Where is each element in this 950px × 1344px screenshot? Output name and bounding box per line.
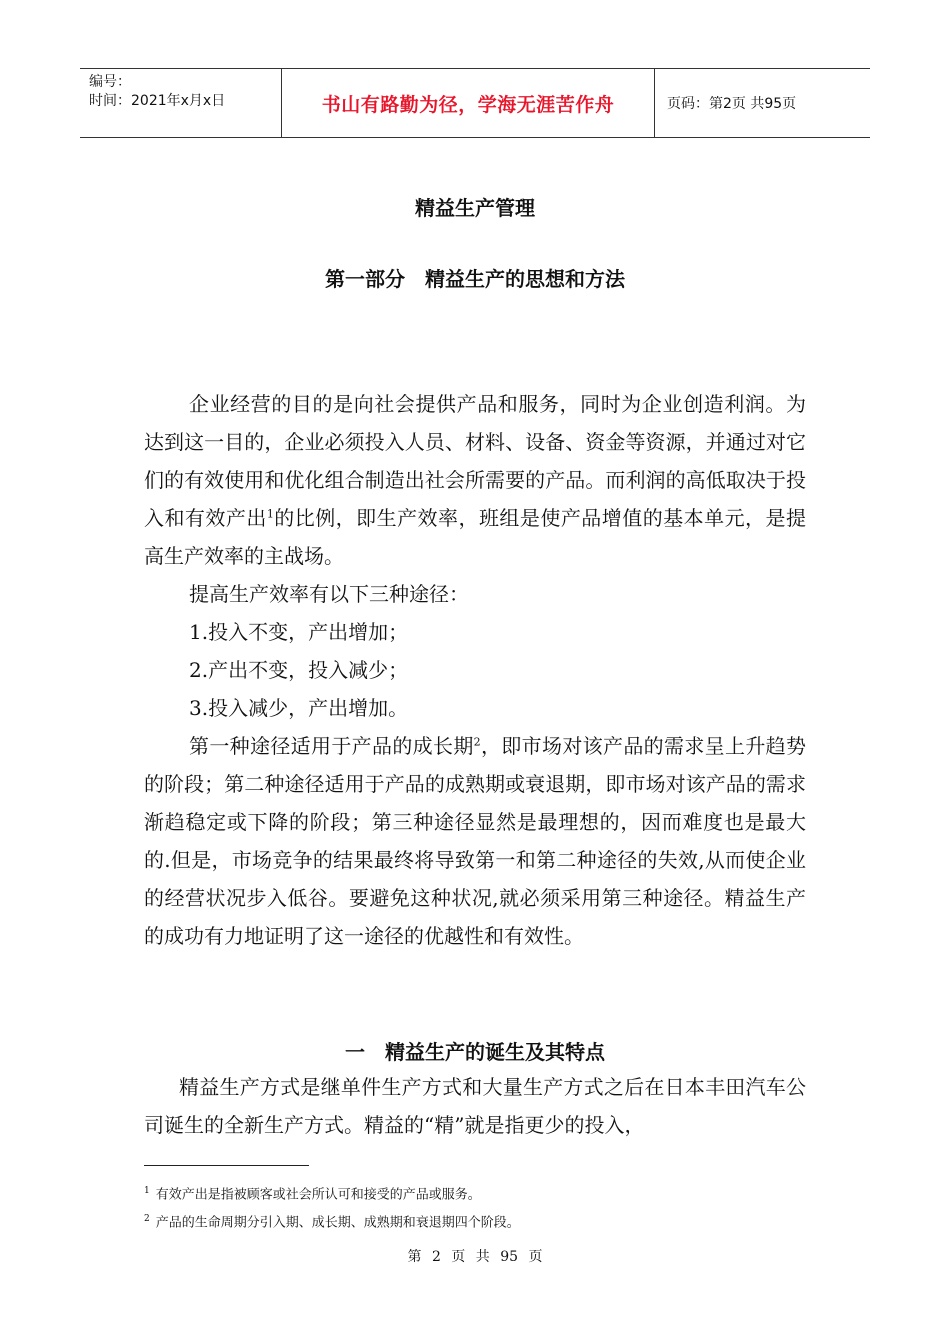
document-date: 时间：2021年x月x日 [89,93,226,109]
page-header-table [80,68,870,138]
page-number-footer: 第 2 页 共 95 页 [407,1249,543,1265]
footnote-mark: 1 [144,1186,150,1196]
footnote-ref: 1 [266,507,274,521]
paragraph: 提高生产效率有以下三种途径： [189,582,469,606]
section-body [144,1068,806,1144]
footnote-separator [144,1165,309,1166]
list-item: 2.产出不变，投入减少； [189,658,409,682]
paragraph-text: 第一种途径适用于产品的成长期 [189,734,474,758]
footnote-mark: 2 [144,1214,150,1224]
paragraph [144,727,806,955]
footnote-text: 产品的生命周期分引入期、成长期、成熟期和衰退期四个阶段。 [155,1215,520,1231]
footnote-text: 有效产出是指被顾客或社会所认可和接受的产品或服务。 [155,1187,481,1203]
paragraph [144,385,806,575]
paragraph-text: ，即市场对该产品的需求呈上升趋势的阶段；第二种途径适用于产品的成熟期或衰退期，即市场对该产品的需求渐趋稳定或下降的阶段；第三种途径显然是最理想的，因而难度也是最大的.但是，市场竞争的结果最终将导致第一和第二种途径的失效,从而使企业的经营状况步入低谷。要避免这种状况,就必须采用第三种途径。精益生产的成功有力地证明了这一途径的优越性和有效性。 [144,734,807,948]
footnote-ref: 2 [473,735,481,749]
header-motto: 书山有路勤为径，学海无涯苦作舟 [321,93,615,116]
list-item: 1.投入不变，产出增加； [189,620,409,644]
header-page-info: 页码：第2页 共95页 [667,96,797,112]
footnote [144,1182,481,1204]
body-text [144,385,806,955]
section-title: 一 精益生产的诞生及其特点 [345,1040,605,1064]
list-item: 3.投入减少，产出增加。 [189,696,409,720]
header-meta [89,73,225,111]
footnote [144,1210,520,1232]
document-number-label: 编号： [89,74,131,90]
document-title: 精益生产管理 [415,196,535,220]
paragraph: 精益生产方式是继单件生产方式和大量生产方式之后在日本丰田汽车公司诞生的全新生产方式。精益的“精”就是指更少的投入， [144,1075,806,1137]
header-divider [654,69,655,137]
part-title: 第一部分 精益生产的思想和方法 [325,267,625,291]
paragraph-text: 的比例，即生产效率，班组是使产品增值的基本单元，是提高生产效率的主战场。 [144,506,806,568]
paragraph-text: 企业经营的目的是向社会提供产品和服务，同时为企业创造利润。为达到这一目的，企业必须投入人员、材料、设备、资金等资源，并通过对它们的有效使用和优化组合制造出社会所需要的产品。而利润的高低取决于投入和有效产出 [144,392,806,530]
